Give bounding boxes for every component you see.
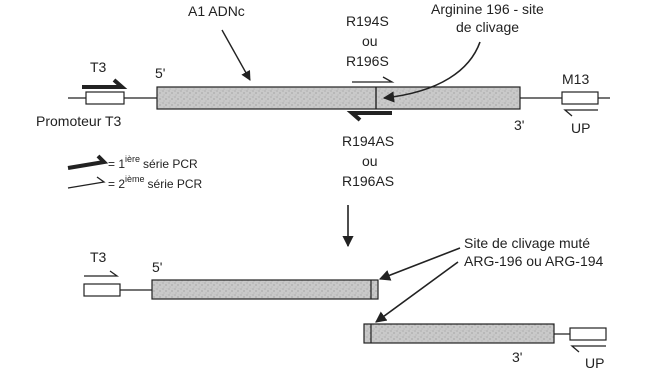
bottom2-up-box [570, 328, 606, 340]
primer-sense-label-2: R196S [346, 53, 389, 69]
mutated-site-pointer-arrow-2 [376, 262, 458, 322]
up-label-bottom: UP [585, 355, 605, 371]
bottom1-t3-primer-arrow [84, 271, 117, 276]
primer-antisense-or: ou [362, 153, 378, 169]
top-t3-primer-arrow [82, 80, 122, 87]
bottom-construct-3prime [364, 324, 606, 343]
top-m13-box [562, 92, 598, 104]
mutated-site-label-line1: Site de clivage muté [464, 235, 591, 251]
sense-primer-arrow [352, 77, 392, 82]
m13-label: M13 [562, 71, 590, 87]
up-primer-arrow-top [565, 110, 598, 116]
bottom1-cdna-insert-box [152, 280, 378, 299]
primer-sense-label-1: R194S [346, 13, 389, 29]
antisense-primer-arrow [352, 113, 392, 120]
legend-round2: = 2ième série PCR [108, 174, 203, 191]
primer-antisense-label-1: R194AS [342, 133, 395, 149]
top-cdna-insert-box [157, 87, 520, 109]
primer-sense-or: ou [362, 33, 378, 49]
legend-round1: = $1^{ière}$ série PCR [108, 154, 198, 171]
mutated-site-pointer-arrow-1 [380, 248, 460, 279]
promoter-label: Promoteur T3 [36, 113, 122, 129]
primer-antisense-label-2: R196AS [342, 173, 395, 189]
legend-round1-arrow [68, 156, 104, 168]
cdna-label: A1 ADNc [188, 3, 245, 19]
three-prime-label-bottom: 3' [512, 349, 523, 365]
t3-label-bottom: T3 [90, 249, 107, 265]
up-primer-arrow-bottom [572, 346, 606, 352]
mutated-site-label-line2: ARG-196 ou ARG-194 [464, 253, 604, 269]
five-prime-label-top: 5' [155, 65, 166, 81]
cleavage-site-label-line2: de clivage [456, 19, 520, 35]
three-prime-label-top: 3' [514, 117, 525, 133]
five-prime-label-bottom: 5' [152, 259, 163, 275]
up-label-top: UP [571, 120, 591, 136]
t3-label-top: T3 [90, 59, 107, 75]
bottom-construct-5prime [84, 280, 378, 299]
bottom1-t3-box [84, 284, 120, 296]
cleavage-site-label-line1: Arginine 196 - site [431, 1, 544, 17]
bottom2-cdna-insert-box [364, 324, 554, 343]
cdna-pointer-arrow [222, 30, 250, 80]
legend [68, 154, 203, 191]
legend-round2-arrow [68, 177, 104, 188]
top-construct [68, 87, 610, 109]
top-t3-promoter-box [86, 92, 124, 104]
